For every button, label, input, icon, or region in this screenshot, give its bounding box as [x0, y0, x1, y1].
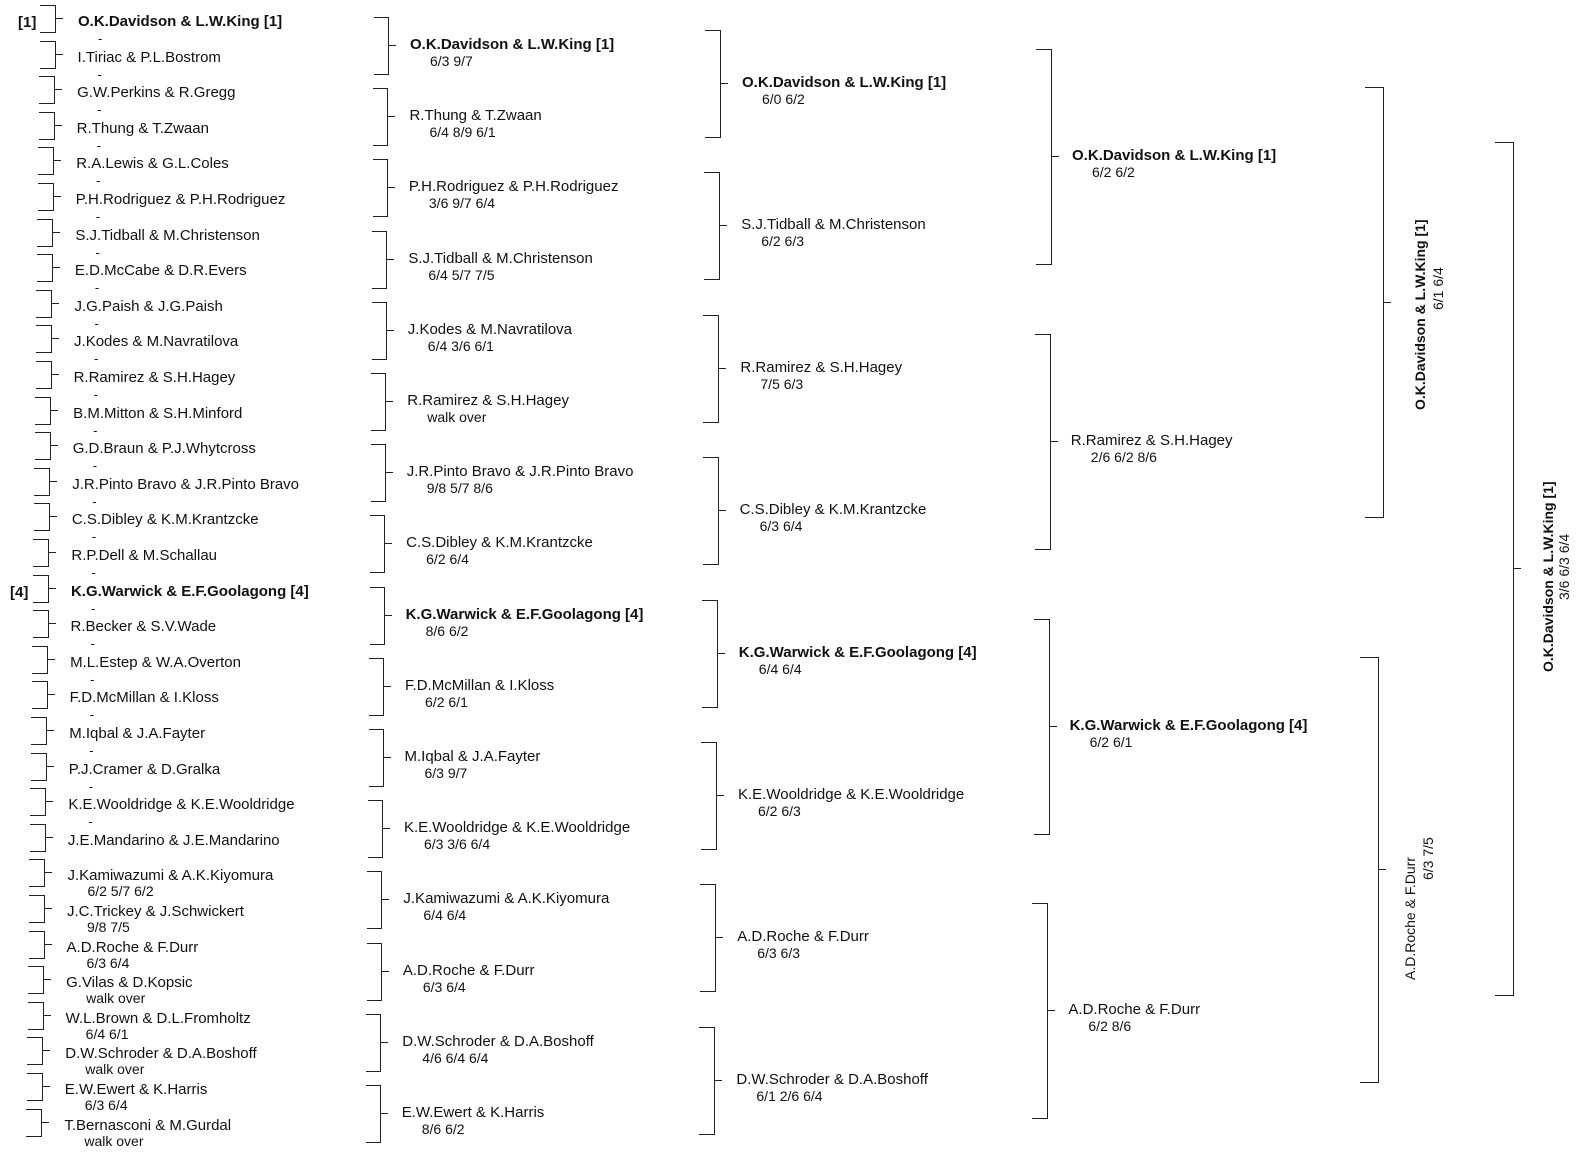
quarter_finals-score: 6/2 6/1	[1089, 733, 1133, 750]
second_round-bracket	[366, 1085, 381, 1143]
third_round-bracket-tick	[718, 510, 726, 511]
r1-entry: E.D.McCabe & D.R.Evers	[74, 262, 247, 280]
second_round-bracket	[372, 231, 387, 289]
r1-bracket	[28, 1002, 44, 1030]
second_round-bracket-tick	[383, 757, 391, 758]
second_round-bracket	[370, 587, 385, 645]
second_round-bracket-tick	[388, 45, 396, 46]
r1-bracket	[31, 753, 47, 781]
r1-score: 6/3 6/4	[86, 954, 130, 971]
final-bracket	[1495, 142, 1514, 996]
r1-bracket-tick	[44, 872, 52, 873]
r1-entry: I.Tiriac & P.L.Bostrom	[77, 48, 221, 66]
r1-bracket	[34, 468, 50, 496]
quarter_finals-bracket-tick	[1051, 156, 1059, 157]
second_round-bracket-tick	[380, 1113, 388, 1114]
second_round-bracket-tick	[385, 401, 393, 402]
third_round-bracket-tick	[719, 225, 727, 226]
semi_finals-score: 6/1 6/4	[1430, 267, 1446, 310]
r1-entry: E.W.Ewert & K.Harris	[64, 1081, 208, 1098]
second_round-bracket	[366, 1014, 381, 1072]
third_round-bracket	[703, 315, 719, 423]
r1-entry: G.W.Perkins & R.Gregg	[77, 84, 236, 102]
r1-bracket-tick	[55, 54, 63, 55]
r1-dash: -	[96, 137, 102, 153]
r1-entry: R.A.Lewis & G.L.Coles	[76, 155, 229, 173]
second_round-entry: J.Kodes & M.Navratilova	[407, 320, 573, 338]
r1-dash: -	[88, 778, 94, 794]
second_round-entry: J.Kamiwazumi & A.K.Kiyomura	[403, 890, 610, 908]
r1-dash: -	[93, 387, 98, 402]
r1-bracket-tick	[44, 908, 52, 909]
r1-bracket-tick	[42, 1050, 50, 1051]
r1-bracket	[32, 646, 48, 674]
r1-dash: -	[98, 31, 103, 46]
final-bracket-tick	[1513, 568, 1521, 569]
second_round-bracket-tick	[383, 686, 391, 687]
r1-bracket	[26, 1109, 42, 1137]
second_round-bracket	[369, 658, 384, 716]
second_round-score: 9/8 5/7 8/6	[426, 480, 493, 497]
r1-dash: -	[90, 671, 95, 687]
third_round-entry: S.J.Tidball & M.Christenson	[741, 216, 926, 234]
r1-dash: -	[92, 493, 97, 509]
r1-bracket	[35, 432, 51, 460]
r1-bracket-tick	[49, 516, 57, 517]
r1-bracket-tick	[55, 18, 63, 19]
semi_finals-bracket	[1365, 87, 1384, 518]
third_round-score: 6/2 6/3	[758, 803, 801, 819]
semi_finals-bracket	[1360, 657, 1379, 1083]
r1-entry: T.Bernasconi & M.Gurdal	[64, 1116, 232, 1134]
r1-bracket-tick	[54, 125, 62, 126]
quarter_finals-bracket-tick	[1049, 726, 1057, 727]
r1-bracket	[33, 575, 49, 603]
r1-bracket-tick	[41, 1122, 49, 1123]
r1-bracket	[36, 290, 52, 318]
r1-dash: -	[90, 600, 96, 616]
r1-bracket-tick	[48, 552, 56, 553]
r1-entry: D.W.Schroder & D.A.Boshoff	[65, 1045, 257, 1063]
semi_finals-score: 6/3 7/5	[1420, 837, 1436, 880]
quarter_finals-entry: R.Ramirez & S.H.Hagey	[1070, 431, 1233, 449]
third_round-score: 6/0 6/2	[762, 91, 805, 107]
r1-bracket-tick	[44, 944, 52, 945]
r1-bracket-tick	[43, 979, 51, 980]
r1-dash: -	[94, 280, 100, 296]
third_round-score: 7/5 6/3	[760, 375, 804, 392]
third_round-entry: K.G.Warwick & E.F.Goolagong [4]	[738, 643, 977, 661]
r1-entry: O.K.Davidson & L.W.King [1]	[78, 13, 283, 30]
second_round-score: 8/6 6/2	[425, 622, 469, 639]
second_round-bracket-tick	[386, 259, 394, 260]
r1-entry: M.Iqbal & J.A.Fayter	[69, 725, 206, 742]
third_round-bracket	[700, 884, 716, 992]
r1-dash: -	[95, 209, 101, 224]
r1-entry: J.Kodes & M.Navratilova	[74, 333, 239, 351]
r1-bracket	[37, 254, 53, 282]
second_round-entry: K.G.Warwick & E.F.Goolagong [4]	[405, 605, 644, 623]
second_round-bracket-tick	[387, 116, 395, 117]
r1-entry: J.C.Trickey & J.Schwickert	[67, 903, 244, 920]
r1-entry: J.Kamiwazumi & A.K.Kiyomura	[67, 867, 274, 885]
r1-bracket-tick	[51, 338, 59, 339]
second_round-bracket	[373, 159, 388, 217]
second_round-score: 3/6 9/7 6/4	[428, 195, 496, 212]
r1-bracket-tick	[52, 267, 60, 268]
quarter_finals-score: 2/6 6/2 8/6	[1090, 448, 1157, 465]
third_round-bracket	[704, 172, 720, 280]
r1-bracket-tick	[53, 160, 61, 161]
second_round-score: 6/2 6/1	[425, 693, 468, 710]
r1-entry: M.L.Estep & W.A.Overton	[70, 653, 241, 671]
r1-bracket	[38, 183, 54, 211]
r1-bracket-tick	[45, 801, 53, 802]
r1-bracket	[32, 681, 48, 709]
second_round-bracket	[367, 871, 382, 929]
final-entry: O.K.Davidson & L.W.King [1]	[1540, 481, 1556, 672]
second_round-entry: E.W.Ewert & K.Harris	[401, 1104, 545, 1121]
third_round-bracket	[702, 600, 718, 708]
second_round-bracket-tick	[381, 971, 389, 972]
second_round-entry: O.K.Davidson & L.W.King [1]	[410, 36, 615, 53]
r1-dash: -	[94, 351, 99, 367]
quarter_finals-bracket	[1036, 49, 1052, 265]
r1-bracket	[31, 717, 47, 745]
second_round-score: 6/3 9/7	[430, 53, 473, 69]
r1-dash: -	[91, 529, 97, 545]
r1-bracket-tick	[46, 766, 54, 767]
quarter_finals-score: 6/2 6/2	[1092, 164, 1135, 180]
third_round-entry: D.W.Schroder & D.A.Boshoff	[736, 1070, 928, 1088]
third_round-score: 6/4 6/4	[758, 660, 802, 677]
r1-bracket-tick	[43, 1015, 51, 1016]
r1-score: 6/3 6/4	[84, 1097, 128, 1113]
third_round-entry: A.D.Roche & F.Durr	[737, 928, 869, 946]
second_round-entry: R.Ramirez & S.H.Hagey	[407, 392, 569, 409]
second_round-bracket	[367, 943, 382, 1001]
second_round-entry: M.Iqbal & J.A.Fayter	[404, 748, 541, 765]
r1-dash: -	[94, 315, 99, 331]
r1-bracket	[30, 788, 46, 816]
r1-entry: B.M.Mitton & S.H.Minford	[73, 404, 243, 422]
r1-bracket	[29, 931, 45, 959]
r1-dash: -	[92, 458, 98, 474]
r1-dash: -	[93, 422, 98, 438]
quarter_finals-entry: K.G.Warwick & E.F.Goolagong [4]	[1069, 716, 1308, 734]
r1-dash: -	[97, 102, 102, 118]
second_round-entry: F.D.McMillan & I.Kloss	[405, 676, 555, 694]
r1-entry: P.H.Rodriguez & P.H.Rodriguez	[75, 191, 286, 208]
second_round-bracket	[372, 302, 387, 360]
third_round-bracket-tick	[717, 653, 725, 654]
r1-bracket	[33, 539, 49, 567]
r1-bracket-tick	[54, 89, 62, 90]
third_round-entry: K.E.Wooldridge & K.E.Wooldridge	[738, 786, 965, 803]
second_round-bracket	[368, 800, 383, 858]
second_round-score: 6/4 3/6 6/1	[427, 337, 494, 354]
r1-bracket	[29, 859, 45, 887]
r1-bracket	[37, 219, 53, 247]
second_round-bracket	[369, 729, 384, 787]
second_round-entry: J.R.Pinto Bravo & J.R.Pinto Bravo	[406, 463, 634, 481]
r1-bracket-tick	[51, 374, 59, 375]
second_round-bracket-tick	[382, 828, 390, 829]
r1-entry: C.S.Dibley & K.M.Krantzcke	[71, 511, 259, 529]
r1-entry: R.Thung & T.Zwaan	[76, 119, 209, 137]
r1-entry: W.L.Brown & D.L.Fromholtz	[65, 1009, 251, 1027]
r1-bracket-tick	[48, 588, 56, 589]
semi_finals-bracket-tick	[1383, 302, 1391, 303]
r1-score: 9/8 7/5	[87, 919, 130, 935]
second_round-entry: S.J.Tidball & M.Christenson	[408, 249, 593, 267]
semi_finals-bracket-tick	[1378, 869, 1386, 870]
r1-score: 6/2 5/7 6/2	[87, 883, 154, 900]
second_round-entry: A.D.Roche & F.Durr	[402, 961, 535, 979]
r1-entry: J.E.Mandarino & J.E.Mandarino	[67, 831, 280, 849]
second_round-score: 6/4 6/4	[423, 907, 467, 924]
final-score: 3/6 6/3 6/4	[1556, 533, 1572, 600]
second_round-bracket-tick	[385, 472, 393, 473]
r1-bracket-tick	[42, 1086, 50, 1087]
r1-entry: S.J.Tidball & M.Christenson	[75, 226, 260, 244]
quarter_finals-entry: A.D.Roche & F.Durr	[1068, 1001, 1201, 1019]
second_round-score: 6/2 6/4	[426, 551, 469, 568]
quarter_finals-bracket	[1034, 619, 1050, 835]
r1-entry: G.D.Braun & P.J.Whytcross	[72, 440, 256, 458]
third_round-bracket	[701, 742, 717, 850]
r1-dash: -	[89, 707, 94, 723]
r1-bracket-tick	[46, 730, 54, 731]
r1-entry: F.D.McMillan & I.Kloss	[69, 689, 219, 707]
r1-bracket	[36, 325, 52, 353]
r1-dash: -	[88, 814, 93, 830]
second_round-score: 8/6 6/2	[421, 1121, 465, 1137]
second_round-bracket	[373, 88, 388, 146]
r1-entry: J.G.Paish & J.G.Paish	[74, 297, 223, 315]
r1-entry: A.D.Roche & F.Durr	[66, 938, 199, 956]
third_round-bracket	[705, 30, 721, 138]
r1-entry: J.R.Pinto Bravo & J.R.Pinto Bravo	[72, 475, 300, 493]
quarter_finals-score: 6/2 8/6	[1088, 1018, 1132, 1035]
second_round-bracket-tick	[384, 615, 392, 616]
r1-score: walk over	[86, 990, 146, 1007]
r1-bracket-tick	[45, 837, 53, 838]
second_round-bracket-tick	[381, 899, 389, 900]
third_round-bracket	[699, 1027, 715, 1135]
third_round-score: 6/3 6/4	[759, 518, 803, 535]
r1-bracket	[40, 41, 56, 69]
second_round-entry: C.S.Dibley & K.M.Krantzcke	[406, 534, 593, 552]
r1-bracket	[40, 5, 56, 33]
second_round-bracket	[371, 373, 386, 431]
r1-bracket	[35, 397, 51, 425]
third_round-entry: O.K.Davidson & L.W.King [1]	[742, 74, 947, 91]
third_round-entry: C.S.Dibley & K.M.Krantzcke	[739, 501, 927, 519]
r1-bracket-tick	[47, 694, 55, 695]
second_round-score: 6/4 8/9 6/1	[429, 124, 496, 141]
second_round-entry: P.H.Rodriguez & P.H.Rodriguez	[408, 178, 619, 196]
quarter_finals-bracket	[1032, 903, 1048, 1119]
second_round-bracket	[374, 17, 389, 75]
second_round-entry: R.Thung & T.Zwaan	[409, 107, 542, 125]
r1-bracket	[30, 824, 46, 852]
r1-bracket	[27, 1037, 43, 1065]
r1-bracket	[36, 361, 52, 389]
second_round-score: walk over	[427, 409, 487, 425]
second_round-score: 6/4 5/7 7/5	[428, 266, 495, 283]
r1-bracket-tick	[50, 445, 58, 446]
third_round-bracket-tick	[714, 1080, 722, 1081]
r1-bracket	[39, 112, 55, 140]
r1-dash: -	[97, 66, 102, 82]
second_round-bracket-tick	[384, 543, 392, 544]
r1-bracket-tick	[50, 410, 58, 411]
r1-score: walk over	[84, 1132, 144, 1149]
r1-entry: R.Ramirez & S.H.Hagey	[73, 369, 236, 386]
third_round-entry: R.Ramirez & S.H.Hagey	[740, 358, 903, 376]
r1-dash: -	[96, 173, 101, 189]
r1-bracket	[29, 895, 45, 923]
r1-bracket	[33, 610, 49, 638]
quarter_finals-entry: O.K.Davidson & L.W.King [1]	[1072, 147, 1277, 164]
r1-bracket-tick	[52, 232, 60, 233]
r1-dash: -	[90, 636, 95, 652]
second_round-bracket-tick	[387, 187, 395, 188]
r1-bracket	[38, 147, 54, 175]
seed-label: [1]	[18, 14, 37, 31]
quarter_finals-bracket	[1035, 334, 1051, 550]
quarter_finals-bracket-tick	[1050, 441, 1058, 442]
r1-score: 6/4 6/1	[85, 1025, 129, 1042]
second_round-score: 6/3 6/4	[422, 978, 466, 995]
third_round-bracket-tick	[716, 795, 724, 796]
quarter_finals-bracket-tick	[1047, 1010, 1055, 1011]
second_round-bracket	[370, 515, 385, 573]
second_round-bracket	[371, 444, 386, 502]
semi_finals-entry: A.D.Roche & F.Durr	[1402, 857, 1418, 980]
r1-entry: G.Vilas & D.Kopsic	[66, 974, 193, 992]
r1-bracket	[34, 503, 50, 531]
third_round-bracket	[703, 457, 719, 565]
r1-entry: K.E.Wooldridge & K.E.Wooldridge	[68, 796, 295, 814]
r1-entry: P.J.Cramer & D.Gralka	[68, 760, 221, 778]
r1-entry: R.Becker & S.V.Wade	[70, 618, 217, 636]
second_round-score: 6/3 9/7	[424, 765, 468, 781]
r1-bracket-tick	[47, 659, 55, 660]
second_round-score: 4/6 6/4 6/4	[422, 1049, 489, 1066]
second_round-bracket-tick	[380, 1042, 388, 1043]
third_round-bracket-tick	[720, 83, 728, 84]
third_round-score: 6/1 2/6 6/4	[756, 1087, 823, 1104]
r1-dash: -	[95, 244, 100, 260]
third_round-score: 6/3 6/3	[757, 945, 801, 962]
r1-dash: -	[89, 743, 94, 758]
r1-entry: R.P.Dell & M.Schallau	[71, 547, 218, 564]
r1-bracket-tick	[53, 196, 61, 197]
r1-bracket-tick	[51, 303, 59, 304]
third_round-bracket-tick	[718, 368, 726, 369]
r1-bracket-tick	[49, 481, 57, 482]
r1-bracket	[28, 966, 44, 994]
third_round-score: 6/2 6/3	[761, 233, 805, 250]
second_round-bracket-tick	[386, 330, 394, 331]
r1-bracket	[27, 1073, 43, 1101]
r1-bracket	[39, 76, 55, 104]
second_round-entry: D.W.Schroder & D.A.Boshoff	[402, 1032, 594, 1050]
r1-entry: K.G.Warwick & E.F.Goolagong [4]	[70, 582, 309, 600]
third_round-bracket-tick	[715, 937, 723, 938]
r1-bracket-tick	[48, 623, 56, 624]
r1-dash: -	[91, 565, 96, 580]
semi_finals-entry: O.K.Davidson & L.W.King [1]	[1412, 219, 1428, 410]
r1-score: walk over	[85, 1061, 145, 1078]
seed-label: [4]	[10, 583, 29, 601]
second_round-entry: K.E.Wooldridge & K.E.Wooldridge	[403, 819, 631, 837]
second_round-score: 6/3 3/6 6/4	[423, 836, 491, 853]
